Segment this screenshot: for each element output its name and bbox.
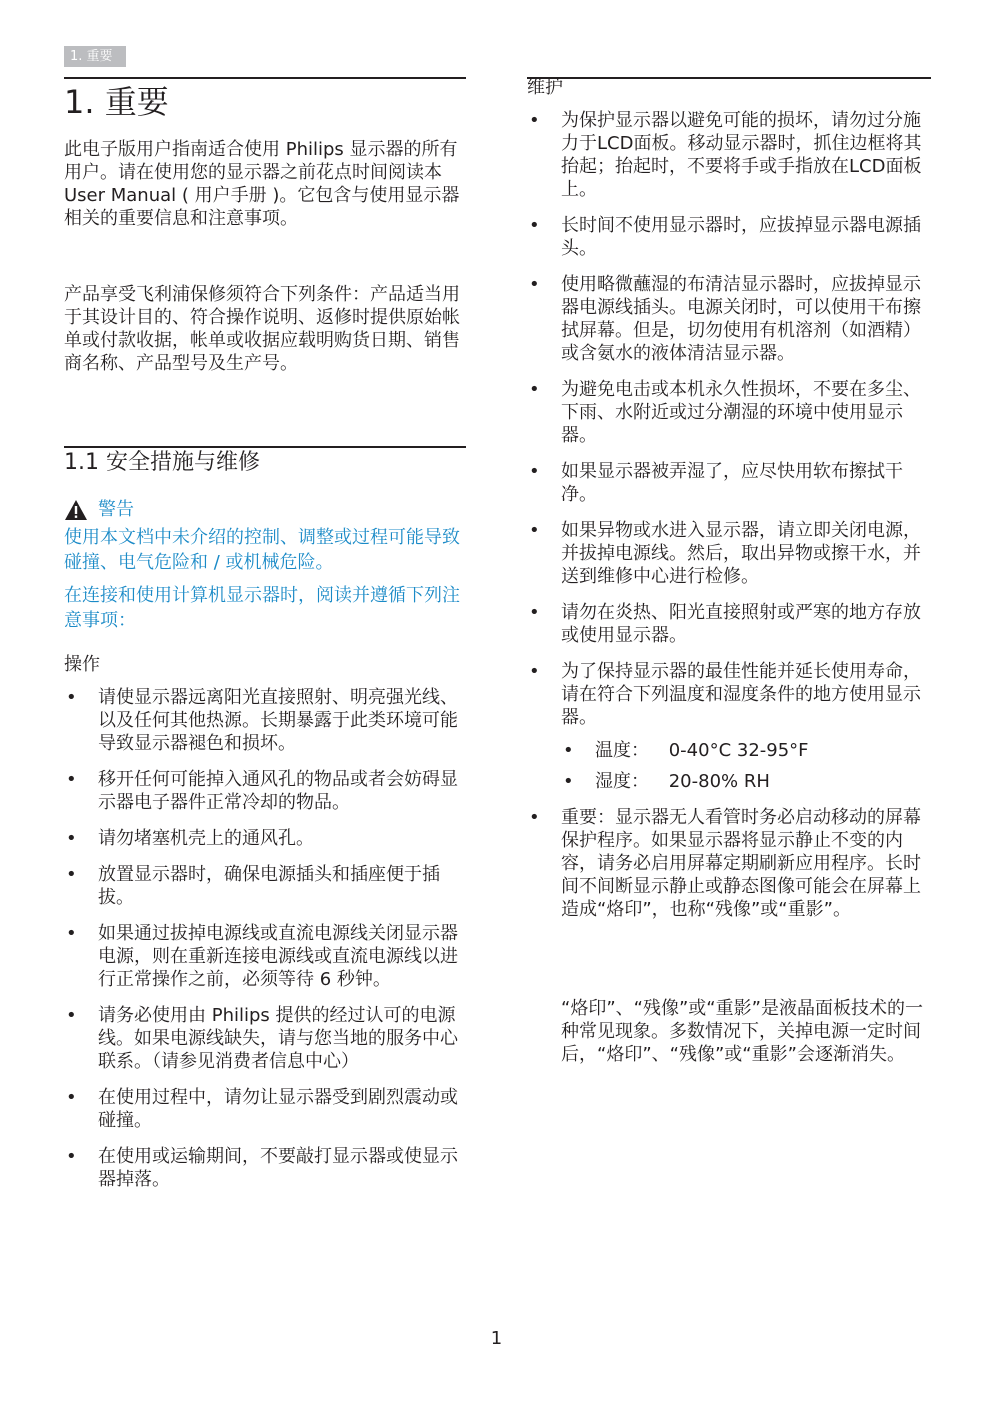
condition-value: 20-80% RH: [668, 771, 770, 792]
list-item: • 请勿在炎热、阳光直接照射或严寒的地方存放或使用显示器。: [527, 601, 931, 647]
list-item: • 长时间不使用显示器时，应拔掉显示器电源插头。: [527, 214, 931, 260]
top-rule-right: [527, 77, 931, 79]
important-note: “烙印”、“残像”或“重影”是液晶面板技术的一种常见现象。多数情况下，关掉电源一定时间后，“烙印”、“残像”或“重影”会逐渐消失。: [561, 998, 923, 1065]
page-number: 1: [490, 1328, 503, 1349]
list-item: • 移开任何可能掉入通风孔的物品或者会妨碍显示器电子器件正常冷却的物品。: [64, 768, 466, 814]
list-item: • 如果通过拔掉电源线或直流电源线关闭显示器电源，则在重新连接电源线或直流电源线以进行正常操作之前，必须等待 6 秒钟。: [64, 922, 466, 991]
warning-text-1: 使用本文档中未介绍的控制、调整或过程可能导致碰撞、电气危险和 / 或机械危险。: [64, 527, 460, 573]
warning-icon: [64, 499, 88, 521]
list-item: • 为避免电击或本机永久性损坏，不要在多尘、下雨、水附近或过分潮湿的环境中使用显示器。: [527, 378, 931, 447]
condition-temperature: [561, 739, 931, 762]
list-item: • 为保护显示器以避免可能的损坏，请勿过分施力于LCD面板。移动显示器时，抓住边框将其抬起；抬起时，不要将手或手指放在LCD面板上。: [527, 109, 931, 201]
chapter-tab: 1. 重要: [64, 46, 126, 67]
list-item: • 在使用或运输期间，不要敲打显示器或使显示器掉落。: [64, 1145, 466, 1191]
list-item: • 请使显示器远离阳光直接照射、明亮强光线、以及任何其他热源。长期暴露于此类环境可能导致显示器褪色和损坏。: [64, 686, 466, 755]
conditions-list: [561, 739, 931, 793]
warning-heading: [64, 498, 134, 522]
condition-label: 湿度：: [595, 771, 649, 792]
list-item-text: 为了保持显示器的最佳性能并延长使用寿命，请在符合下列温度和湿度条件的地方使用显示器。: [561, 661, 921, 728]
operation-heading: 操作: [64, 654, 100, 675]
list-item-important: • 重要：显示器无人看管时务必启动移动的屏幕保护程序。如果显示器将显示静止不变的内容，请务必启用屏幕定期刷新应用程序。长时间不间断显示静止或静态图像可能会在屏幕上造成“烙印”，也称“残像”或“重影”。: [527, 806, 931, 921]
list-item: [527, 660, 931, 793]
intro-paragraph: 此电子版用户指南适合使用 Philips 显示器的所有用户。请在使用您的显示器之前花点时间阅读本 User Manual ( 用户手册 )。它包含与使用显示器相关的重要信息和注意事项。: [64, 139, 460, 229]
chapter-title: 1. 重要: [64, 83, 169, 121]
list-item: • 使用略微蘸湿的布清洁显示器时，应拔掉显示器电源线插头。电源关闭时，可以使用干布擦拭屏幕。但是，切勿使用有机溶剂（如酒精）或含氨水的液体清洁显示器。: [527, 273, 931, 365]
condition-value: 0-40°C 32-95°F: [668, 740, 809, 761]
maintenance-heading: 维护: [527, 77, 563, 98]
list-item: • 如果异物或水进入显示器，请立即关闭电源，并拔掉电源线。然后，取出异物或擦干水，并送到维修中心进行检修。: [527, 519, 931, 588]
list-item: • 放置显示器时，确保电源插头和插座便于插拔。: [64, 863, 466, 909]
top-rule-left: [64, 77, 466, 79]
warning-label: 警告: [98, 499, 134, 520]
list-item: • 如果显示器被弄湿了，应尽快用软布擦拭干净。: [527, 460, 931, 506]
condition-label: 温度：: [595, 740, 649, 761]
list-item: • 请务必使用由 Philips 提供的经过认可的电源线。如果电源线缺失，请与您当地的服务中心联系。（请参见消费者信息中心）: [64, 1004, 466, 1073]
list-item: • 在使用过程中，请勿让显示器受到剧烈震动或碰撞。: [64, 1086, 466, 1132]
warranty-paragraph: 产品享受飞利浦保修须符合下列条件：产品适当用于其设计目的、符合操作说明、返修时提供原始帐单或付款收据，帐单或收据应载明购货日期、销售商名称、产品型号及生产号。: [64, 284, 460, 374]
condition-humidity: [561, 770, 931, 793]
section-title: 1.1 安全措施与维修: [64, 450, 260, 475]
maintenance-list: [527, 109, 931, 934]
list-item: • 请勿堵塞机壳上的通风孔。: [64, 827, 466, 850]
warning-text-2: 在连接和使用计算机显示器时，阅读并遵循下列注意事项：: [64, 585, 460, 631]
operation-list: [64, 686, 466, 1204]
